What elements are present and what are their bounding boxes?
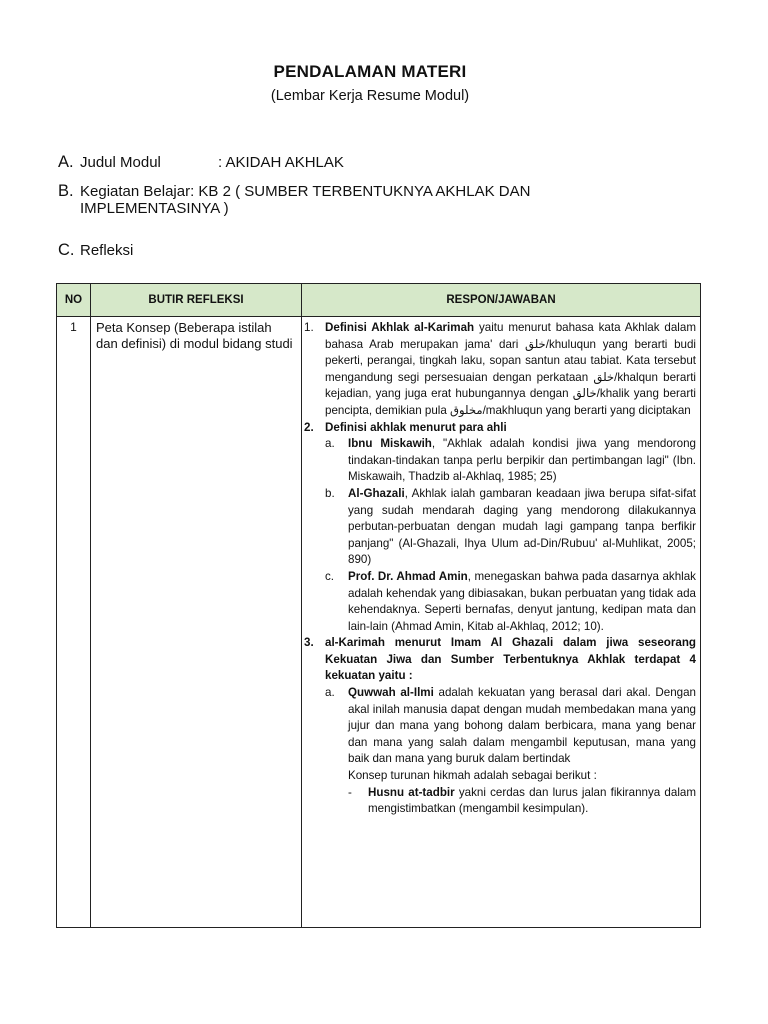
section-b-value-line2: IMPLEMENTASINYA ) xyxy=(80,200,229,217)
section-b-value-line1: : KB 2 ( SUMBER TERBENTUKNYA AKHLAK DAN xyxy=(190,183,531,200)
item-2a-name: Ibnu Miskawih xyxy=(348,437,432,451)
header-no: NO xyxy=(57,284,91,317)
item-2b-name: Al-Ghazali xyxy=(348,486,405,500)
item-2b-text xyxy=(348,486,696,569)
row-number: 1 xyxy=(57,317,91,928)
respon-jawaban-cell xyxy=(302,317,701,928)
section-c-label: Refleksi xyxy=(80,242,134,259)
item-2c-name: Prof. Dr. Ahmad Amin xyxy=(348,569,468,583)
item-2a-body: , "Akhlak adalah kondisi jiwa yang mendorong tindakan-tindakan tanpa perlu berpikir dan pertimbangan lagi" (Ibn. Miskawaih, Thadzib al-Akhlaq, 1985; 25) xyxy=(348,437,697,484)
item-2a-letter: a. xyxy=(325,437,335,451)
section-a-judul-modul xyxy=(58,154,344,171)
list-item-1 xyxy=(304,320,696,420)
item-3a-body: adalah kekuatan yang berasal dari akal. Dengan akal inilah manusia dapat dengan mudah membedakan mana yang jujur dan mana yang bohong dalam berbicara, mana yang benar dan mana yang salah dalam mengambil keputusan, mana yang baik dan mana yang buruk dalam bertindak xyxy=(348,686,696,766)
section-b-letter: B. xyxy=(58,182,74,200)
item-3a-note: Konsep turunan hikmah adalah sebagai berikut : xyxy=(348,769,597,783)
item-2a-text xyxy=(348,436,696,486)
table-header-row xyxy=(57,284,701,317)
item-2c-text xyxy=(348,569,696,635)
list-item-2b xyxy=(304,486,696,569)
item-3-title: al-Karimah menurut Imam Al Ghazali dalam jiwa seseorang Kekuatan Jiwa dan Sumber Terbentuknya Akhlak terdapat 4 kekuatan yaitu : xyxy=(325,636,696,683)
section-a-value: : AKIDAH AKHLAK xyxy=(218,154,344,171)
item-2-number: 2. xyxy=(304,420,314,434)
dash-item-name: Husnu at-tadbir xyxy=(368,785,455,799)
item-2c-body: , menegaskan bahwa pada dasarnya akhlak adalah kehendak yang dibiasakan, bukan perbuatan yang tidak ada kehendaknya. Seperti bernafas, denyut jantung, kedipan mata dan lain-lain (Ahmad Amin, Kitab al-Akhlaq, 2012; 10). xyxy=(348,569,696,633)
dash-item-text xyxy=(368,785,696,818)
item-2b-body: , Akhlak ialah gambaran keadaan jiwa berupa sifat-sifat yang sudah mendarah daging yang mendorong dilakukannya perbutan-perbuatan dengan mudah lagi gampang tanpa berfikir panjang" (Al-Ghazali, Ihya Ulum ad-Din/Rubuu' al-Muhlikat, 2005; 890) xyxy=(348,486,696,567)
item-3a-letter: a. xyxy=(325,686,335,700)
list-item-2a xyxy=(304,436,696,486)
item-3a-name: Quwwah al-Ilmi xyxy=(348,686,434,700)
dash-item-husnu-at-tadbir xyxy=(304,785,696,818)
butir-refleksi-cell: Peta Konsep (Beberapa istilah dan definisi) di modul bidang studi xyxy=(91,317,302,928)
item-2c-letter: c. xyxy=(325,569,335,583)
section-c-refleksi xyxy=(58,242,133,259)
list-item-2c xyxy=(304,569,696,635)
section-a-label: Judul Modul xyxy=(80,154,161,171)
list-item-3a xyxy=(304,685,696,768)
table-row xyxy=(57,317,701,928)
item-2-title: Definisi akhlak menurut para ahli xyxy=(325,420,507,434)
refleksi-table xyxy=(56,283,701,928)
section-c-letter: C. xyxy=(58,241,75,259)
item-1-body: yaitu menurut bahasa kata Akhlak dalam bahasa Arab merupakan jama' dari خلق/khuluqun yang berarti budi pekerti, perangai, tingkah laku, sopan santun atau tabiat. Kata tersebut mengandung segi persesuaian dengan perkataan خلق/khalqun berarti kejadian, yang juga erat hubungannya dengan خالق/khalik yang berarti pencipta, demikian pula مخلوق/makhluqun yang berarti yang diciptakan xyxy=(325,321,696,417)
item-1-title: Definisi Akhlak al-Karimah xyxy=(325,321,475,334)
item-3-number: 3. xyxy=(304,636,314,650)
dash-item-body: yakni cerdas dan lurus jalan fikirannya dalam mengistimbatkan (mengambil kesimpulan). xyxy=(368,785,696,816)
section-a-letter: A. xyxy=(58,153,74,171)
item-1-number: 1. xyxy=(304,321,314,334)
section-b-label: Kegiatan Belajar xyxy=(80,183,191,200)
document-title: PENDALAMAN MATERI xyxy=(273,62,467,81)
item-3a-text xyxy=(348,685,696,768)
item-2b-letter: b. xyxy=(325,486,335,500)
item-1-text xyxy=(325,320,696,420)
header-respon-jawaban: RESPON/JAWABAN xyxy=(302,284,701,317)
dash-bullet: - xyxy=(348,785,352,799)
document-subtitle: (Lembar Kerja Resume Modul) xyxy=(270,88,470,104)
header-butir-refleksi: BUTIR REFLEKSI xyxy=(91,284,302,317)
list-item-2 xyxy=(304,420,696,437)
section-b-kegiatan-belajar xyxy=(58,183,678,217)
list-item-3 xyxy=(304,635,696,685)
